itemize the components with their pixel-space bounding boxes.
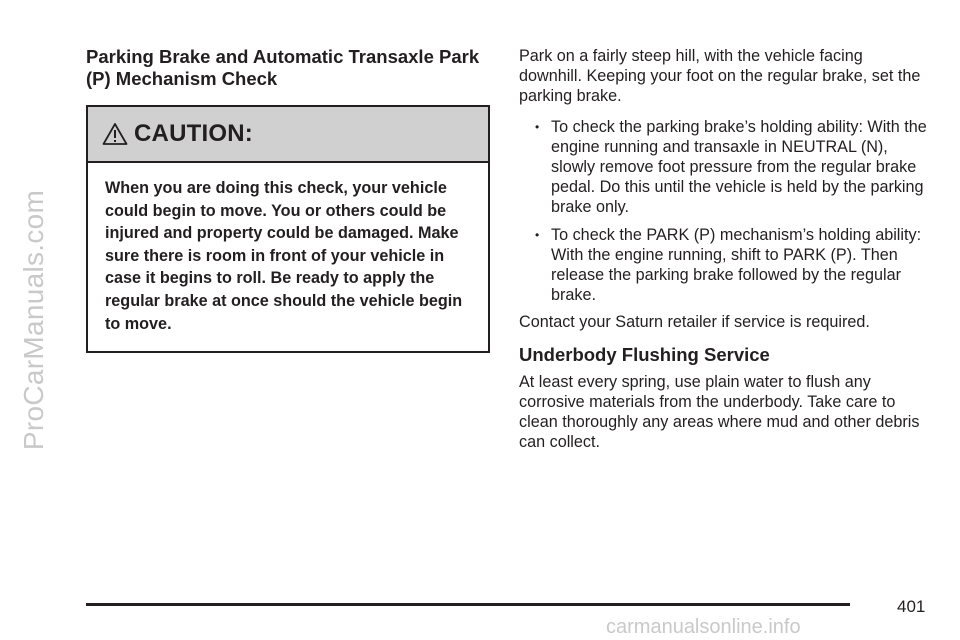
caution-title: CAUTION: xyxy=(134,120,253,147)
side-watermark xyxy=(4,0,64,640)
page-number: 401 xyxy=(897,597,926,616)
list-item xyxy=(519,225,929,306)
side-watermark-text: ProCarManuals.com xyxy=(18,189,49,451)
footer-divider xyxy=(86,603,850,606)
caution-box xyxy=(86,105,490,353)
check-list xyxy=(519,117,929,306)
list-item-text: To check the parking brake’s holding ability: With the engine running and transaxle in NEUTRAL (N), slowly remove foot pressure from the regular brake pedal. Do this until the vehicle is held by the parking brake only. xyxy=(551,117,927,217)
right-column xyxy=(519,46,929,452)
section-title-underbody: Underbody Flushing Service xyxy=(519,343,770,365)
bottom-watermark: carmanualsonline.info xyxy=(606,616,801,638)
caution-text: When you are doing this check, your vehicle could begin to move. You or others could be injured and property could be damaged. Make sure there is room in front of your vehicle in case it begins to roll. Be ready to apply the regular brake at once should the vehicle begin to move. xyxy=(105,179,463,333)
list-item-text: To check the PARK (P) mechanism’s holding ability: With the engine running, shift to PARK (P). Then release the parking brake followed by the regular brake. xyxy=(551,225,922,305)
section-title-parking-brake: Parking Brake and Automatic Transaxle Park (P) Mechanism Check xyxy=(86,46,480,89)
underbody-paragraph: At least every spring, use plain water to flush any corrosive materials from the underbody. Take care to clean thoroughly any areas where mud and other debris can collect. xyxy=(519,372,920,452)
list-item xyxy=(519,117,929,218)
contact-paragraph: Contact your Saturn retailer if service is required. xyxy=(519,313,870,332)
bullet-icon: • xyxy=(535,227,540,242)
intro-paragraph: Park on a fairly steep hill, with the vehicle facing downhill. Keeping your foot on the regular brake, set the parking brake. xyxy=(519,47,921,106)
caution-header xyxy=(88,107,488,163)
left-column xyxy=(86,46,490,353)
bullet-icon: • xyxy=(535,119,540,134)
warning-triangle-icon xyxy=(102,122,128,146)
